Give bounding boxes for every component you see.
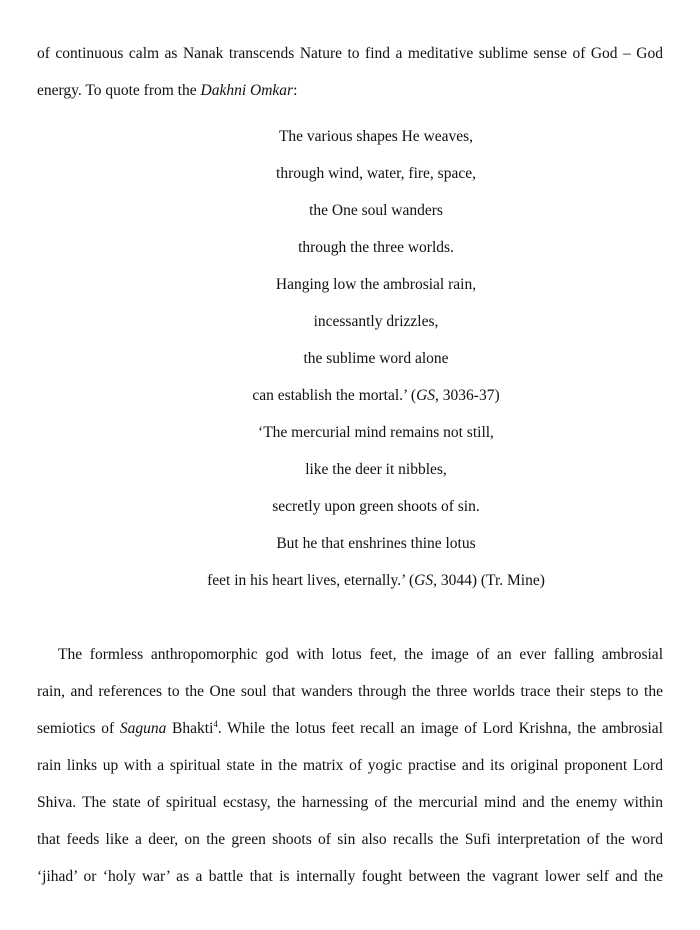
intro-line-1: of continuous calm as Nanak transcends Nature to find a meditative sublime sense of God – God	[37, 45, 663, 62]
body-line-5: Shiva. The state of spiritual ecstasy, the harnessing of the mercurial mind and the enemy within	[37, 794, 663, 811]
body-line-3	[37, 719, 663, 739]
footnote-marker: 4	[213, 719, 218, 729]
body-line-4: rain links up with a spiritual state in the matrix of yogic practise and its original proponent Lord	[37, 757, 663, 774]
poem2-line-4: But he that enshrines thine lotus	[276, 535, 476, 552]
poem1-citation: , 3036-37)	[435, 387, 500, 404]
saguna-term: Saguna	[119, 720, 167, 737]
poem2-line-1: ‘The mercurial mind remains not still,	[258, 424, 494, 441]
poem1-line-1: The various shapes He weaves,	[278, 128, 474, 145]
poem2-line-3: secretly upon green shoots of sin.	[272, 498, 480, 515]
poem1-line-8	[0, 386, 700, 406]
poem1-line-6: incessantly drizzles,	[313, 313, 439, 330]
poem2-line-5	[0, 571, 700, 591]
poem1-line-4: through the three worlds.	[298, 239, 454, 256]
body-line-7: ‘jihad’ or ‘holy war’ as a battle that is internally fought between the vagrant lower self and the	[37, 868, 663, 885]
work-title: Dakhni Omkar	[200, 82, 294, 99]
body-line-1: The formless anthropomorphic god with lotus feet, the image of an ever falling ambrosial	[58, 646, 663, 663]
intro-line-2	[37, 81, 297, 101]
body-line-2: rain, and references to the One soul that wanders through the three worlds trace their steps to the	[37, 683, 663, 700]
poem1-last-text: can establish the mortal.’ (	[252, 387, 417, 404]
intro-line-2-colon: :	[293, 82, 298, 99]
body-line-3-start: semiotics of	[37, 720, 120, 737]
bhakti-term: Bhakti	[166, 720, 214, 737]
poem2-citation: , 3044) (Tr. Mine)	[433, 572, 545, 589]
poem2-last-text: feet in his heart lives, eternally.’ (	[207, 572, 415, 589]
body-line-3-end: . While the lotus feet recall an image of Lord Krishna, the ambrosial	[217, 720, 663, 737]
poem2-source: GS	[414, 572, 434, 589]
poem1-source: GS	[416, 387, 436, 404]
poem1-line-5: Hanging low the ambrosial rain,	[275, 276, 477, 293]
poem1-line-7: the sublime word alone	[303, 350, 449, 367]
poem1-line-3: the One soul wanders	[309, 202, 443, 219]
body-line-6: that feeds like a deer, on the green shoots of sin also recalls the Sufi interpretation of the word	[37, 831, 663, 848]
poem1-line-2: through wind, water, fire, space,	[276, 165, 476, 182]
intro-line-2-text: energy. To quote from the	[37, 82, 201, 99]
poem2-line-2: like the deer it nibbles,	[305, 461, 447, 478]
